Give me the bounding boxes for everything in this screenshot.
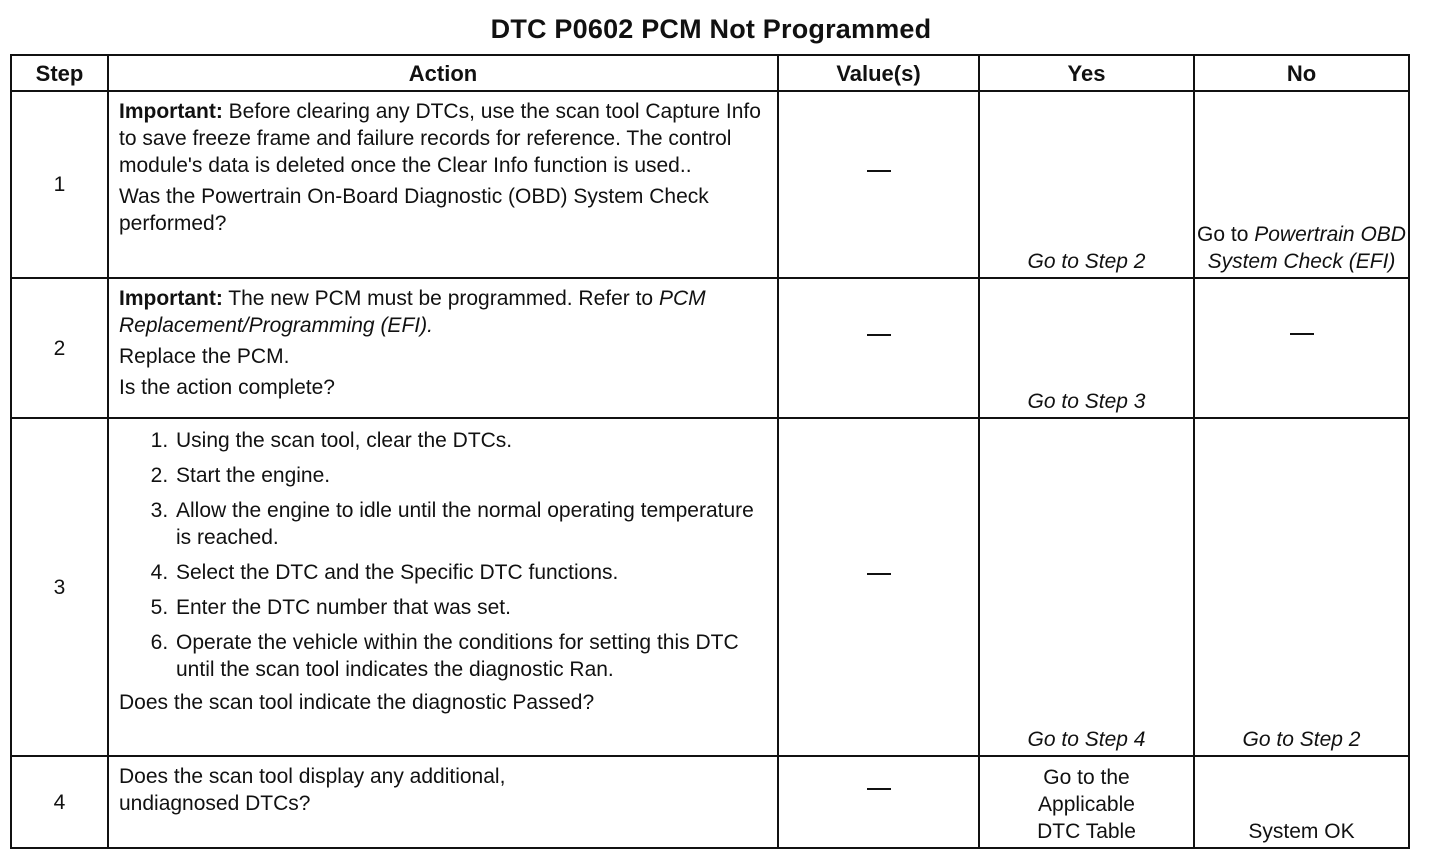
procedure-step: 3. Allow the engine to idle until the normal operating temperature is reached. [174,497,767,551]
value-cell [778,756,979,848]
table-row [11,756,1409,848]
value-dash [867,573,891,602]
yes-cell [979,756,1194,848]
no-prefix: Go to [1197,223,1255,246]
yes-cell: Go to Step 4 [979,418,1194,756]
page-title: DTC P0602 PCM Not Programmed [490,14,932,44]
no-cell: System OK [1194,756,1409,848]
value-dash [867,334,891,363]
question: Does the scan tool display any additional, undiagnosed DTCs? [119,765,506,815]
procedure-step: 1. Using the scan tool, clear the DTCs. [174,427,767,454]
value-cell [778,91,979,278]
no-italic: Powertrain OBD System Check (EFI) [1207,223,1406,273]
important-note [119,98,767,179]
question: Was the Powertrain On-Board Diagnostic (OBD) System Check performed? [119,185,709,235]
important-text: The new PCM must be programmed. Refer to [222,287,659,310]
step-number: 3 [11,418,108,756]
question: Is the action complete? [119,376,335,399]
procedure-step: 4. Select the DTC and the Specific DTC functions. [174,559,767,586]
important-label: Important: [119,100,223,123]
step-number: 4 [11,756,108,848]
procedure-step: 2. Start the engine. [174,462,767,489]
yes-cell: Go to Step 3 [979,278,1194,418]
header-yes: Yes [979,55,1194,91]
header-action: Action [108,55,778,91]
question: Does the scan tool indicate the diagnostic Passed? [119,691,595,714]
header-no: No [1194,55,1409,91]
table-row [11,278,1409,418]
header-values: Value(s) [778,55,979,91]
header-row [11,55,1409,91]
yes-cell: Go to Step 2 [979,91,1194,278]
action-cell [108,278,778,418]
procedure-step: 6. Operate the vehicle within the conditions for setting this DTC until the scan tool indicates the diagnostic Ran. [174,629,767,683]
header-step: Step [11,55,108,91]
yes-line: Go to the [1043,766,1130,789]
value-dash [867,170,891,199]
instruction: Replace the PCM. [119,345,290,368]
yes-line: DTC Table [1037,820,1136,843]
no-cell [1194,91,1409,278]
table-row [11,418,1409,756]
important-text: Before clearing any DTCs, use the scan tool Capture Info to save freeze frame and failure records for reference. The control module's data is deleted once the Clear Info function is used.. [119,100,761,177]
no-cell [1194,278,1409,418]
step-number: 2 [11,278,108,418]
action-cell [108,756,778,848]
no-cell: Go to Step 2 [1194,418,1409,756]
important-label: Important: [119,287,223,310]
step-number: 1 [11,91,108,278]
action-cell [108,91,778,278]
procedure-list [119,427,767,683]
yes-line: Applicable [1038,793,1135,816]
important-note [119,285,767,339]
important-ref: PCM Replacement/Programming (EFI). [119,287,706,337]
value-cell [778,278,979,418]
value-cell [778,418,979,756]
no-dash [1290,333,1314,362]
procedure-step: 5. Enter the DTC number that was set. [174,594,767,621]
diagnostic-table [10,54,1410,849]
action-cell [108,418,778,756]
value-dash [867,788,891,817]
table-row [11,91,1409,278]
